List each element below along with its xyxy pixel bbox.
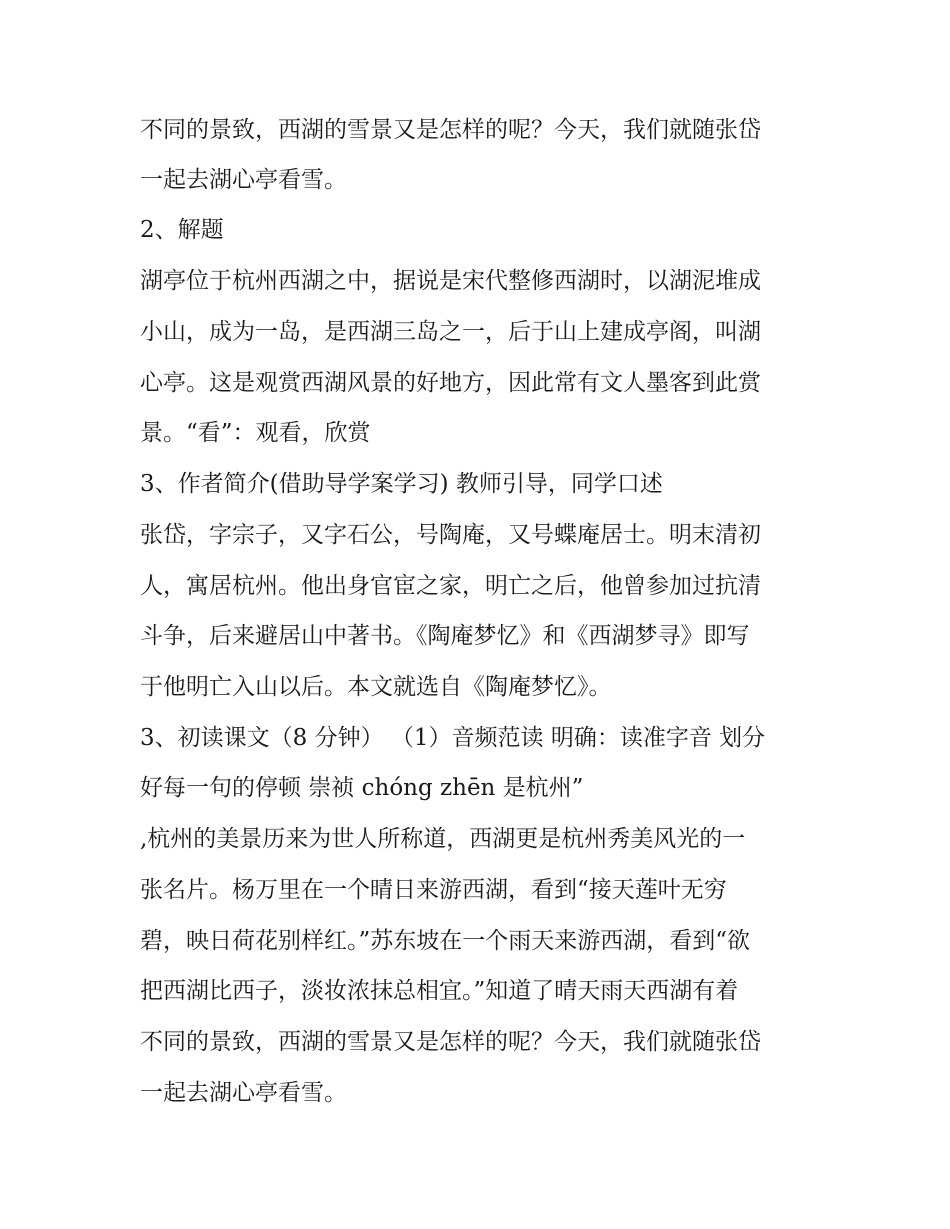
text-line: 于他明亡入山以后。本文就选自《陶庵梦忆》。 [140, 674, 612, 700]
text-line: ,杭州的美景历来为世人所称道，西湖更是杭州秀美风光的一 [140, 826, 746, 852]
section-heading: 3、作者简介(借助导学案学习) 教师引导，同学口述 [140, 471, 663, 497]
text-line: 一起去湖心亭看雪。 [140, 167, 347, 193]
text-line: 不同的景致，西湖的雪景又是怎样的呢？今天，我们就随张岱 [140, 117, 761, 143]
text-line: 好每一句的停顿 崇祯 chóng zhēn 是杭州” [140, 775, 584, 801]
text-line: 湖亭位于杭州西湖之中，据说是宋代整修西湖时，以湖泥堆成 [140, 268, 761, 294]
text-line: 人，寓居杭州。他出身官宦之家，明亡之后，他曾参加过抗清 [140, 573, 761, 599]
text-line: 碧，映日荷花别样红。”苏东坡在一个雨天来游西湖，看到“欲 [140, 928, 751, 954]
text-line: 把西湖比西子，淡妆浓抹总相宜。”知道了晴天雨天西湖有着 [140, 978, 739, 1004]
text-line: 心亭。这是观赏西湖风景的好地方，因此常有文人墨客到此赏 [140, 370, 761, 396]
text-line: 一起去湖心亭看雪。 [140, 1080, 347, 1106]
text-line: 张岱，字宗子，又字石公，号陶庵，又号蝶庵居士。明末清初 [140, 522, 761, 548]
text-line: 景。“看”：观看，欣赏 [140, 420, 371, 446]
text-line: 不同的景致，西湖的雪景又是怎样的呢？今天，我们就随张岱 [140, 1029, 761, 1055]
text-line: 小山，成为一岛，是西湖三岛之一，后于山上建成亭阁，叫湖 [140, 319, 761, 345]
text-line: 张名片。杨万里在一个晴日来游西湖，看到“接天莲叶无穷 [140, 877, 727, 903]
text-line: 斗争，后来避居山中著书。《陶庵梦忆》和《西湖梦寻》即写 [140, 623, 750, 649]
section-heading: 2、解题 [140, 217, 224, 243]
section-heading: 3、初读课文（8 分钟） （1）音频范读 明确：读准字音 划分 [140, 725, 766, 751]
